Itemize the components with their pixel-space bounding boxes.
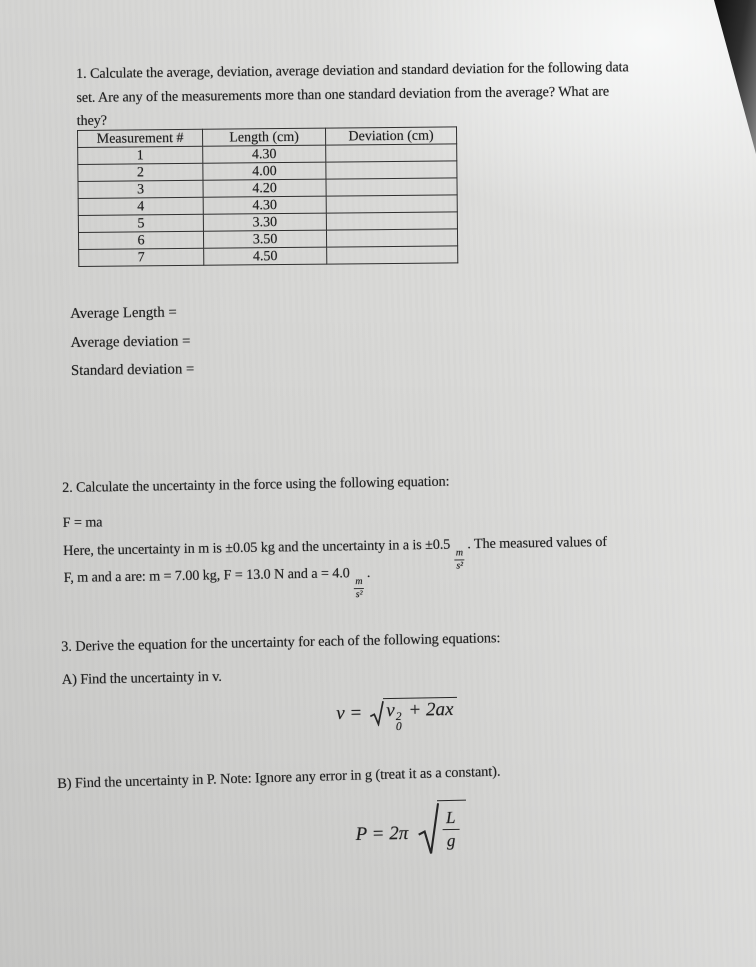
average-deviation-label: Average deviation = — [70, 332, 191, 351]
body-text: Here, the uncertainty in m is ±0.05 kg and the uncertainty in a is ±0.5 — [63, 536, 451, 559]
problem-3-text — [61, 626, 702, 699]
problem-1-text — [76, 56, 629, 133]
fraction-numerator: m — [454, 548, 464, 560]
table-cell: 4.00 — [203, 162, 326, 180]
table-cell: 7 — [79, 248, 204, 266]
table-row — [79, 246, 458, 267]
equation-v — [336, 697, 458, 733]
table-cell — [326, 229, 457, 247]
table-cell — [327, 246, 458, 264]
unit-fraction-m-per-s2 — [454, 548, 464, 571]
radicand — [437, 800, 468, 851]
radicand-base: v — [386, 699, 395, 722]
table-cell — [326, 144, 457, 162]
sub-sup-stack — [395, 710, 402, 733]
problem-2-body-line-2 — [63, 565, 370, 605]
radical — [369, 697, 458, 733]
table-cell: 4.30 — [203, 145, 326, 163]
subscript: 0 — [395, 720, 402, 733]
measurements-table-wrap — [77, 126, 458, 267]
equation-p-lhs: P = 2π — [355, 822, 409, 845]
fraction-denominator: s² — [355, 588, 363, 600]
problem-3-title: 3. Derive the equation for the uncertainty for each of the following equations: — [61, 630, 501, 655]
fraction-denominator: s² — [456, 559, 464, 571]
table-header-length: Length (cm) — [202, 128, 325, 146]
table-cell: 6 — [78, 231, 203, 249]
table-cell: 1 — [78, 146, 203, 164]
table-cell — [326, 178, 457, 196]
fraction-numerator: m — [354, 577, 364, 589]
table-cell: 4.20 — [203, 179, 326, 197]
part-a-label: A) Find the uncertainty in v. — [61, 668, 222, 688]
table-cell — [326, 212, 457, 230]
equation-f-ma: F = ma — [62, 514, 103, 531]
fraction-numerator: L — [442, 808, 460, 830]
equation-v-lhs: v = — [336, 702, 363, 724]
superscript: 2 — [395, 710, 402, 723]
unit-fraction-m-per-s2 — [354, 577, 364, 600]
body-text: F, m and a are: m = 7.00 kg, F = 13.0 N and a = 4.0 — [63, 565, 350, 586]
table-cell: 4 — [78, 197, 203, 215]
table-cell: 3.30 — [203, 213, 326, 231]
table-cell — [326, 161, 457, 179]
problem-2-text — [62, 469, 744, 610]
table-cell — [326, 195, 457, 213]
table-cell: 5 — [78, 214, 203, 232]
table-cell: 3.50 — [203, 230, 326, 248]
radical — [417, 800, 468, 857]
body-text: . The measured values of — [467, 533, 608, 553]
body-text: . — [366, 564, 371, 581]
radicand-rest: + 2ax — [408, 698, 454, 721]
problem-1-line: they? — [76, 112, 108, 129]
average-length-label: Average Length = — [70, 304, 177, 322]
problem-2-title: 2. Calculate the uncertainty in the force using the following equation: — [62, 473, 450, 496]
table-header-measurement: Measurement # — [78, 129, 203, 147]
part-b-label: B) Find the uncertainty in P. Note: Ignore any error in g (treat it as a constant). — [57, 763, 501, 792]
equation-p — [355, 800, 467, 858]
standard-deviation-label: Standard deviation = — [70, 361, 195, 379]
measurements-table — [77, 126, 458, 267]
table-cell: 4.30 — [203, 196, 326, 214]
table-cell: 3 — [78, 180, 203, 198]
table-header-deviation: Deviation (cm) — [325, 127, 456, 145]
problem-1-line: set. Are any of the measurements more than one standard deviation from the average? What are — [76, 82, 610, 106]
results-labels — [70, 302, 195, 389]
radicand — [383, 697, 458, 732]
table-cell: 4.50 — [204, 247, 327, 265]
fraction-denominator: g — [446, 830, 456, 850]
table-cell: 2 — [78, 163, 203, 181]
fraction-l-over-g — [442, 808, 460, 850]
problem-1-line: 1. Calculate the average, deviation, average deviation and standard deviation for the following data — [76, 59, 629, 82]
